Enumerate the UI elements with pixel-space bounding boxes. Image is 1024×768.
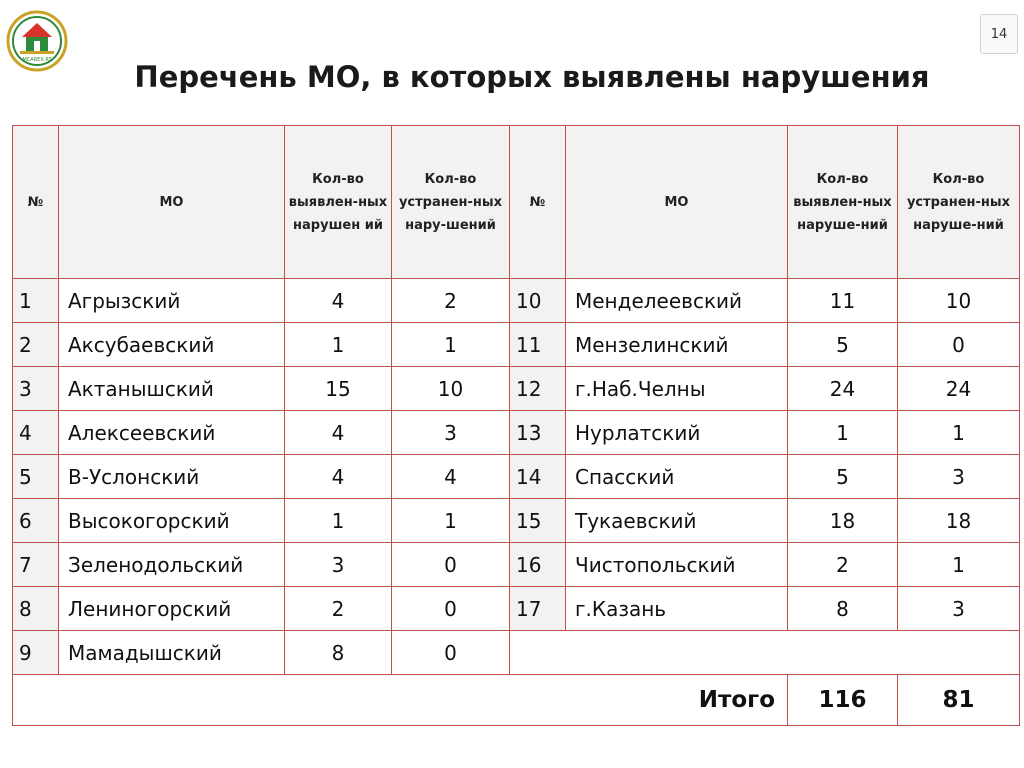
row-fixed-count: 10 — [392, 367, 510, 411]
row-fixed-count: 3 — [898, 587, 1020, 631]
row-mo-name: г.Казань — [566, 587, 788, 631]
table-row — [13, 455, 1020, 499]
header-num-right: № — [510, 126, 566, 279]
row-fixed-count: 10 — [898, 279, 1020, 323]
row-found-count: 5 — [788, 323, 898, 367]
table-row — [13, 543, 1020, 587]
row-found-count: 3 — [285, 543, 392, 587]
row-number: 2 — [13, 323, 59, 367]
row-mo-name: Тукаевский — [566, 499, 788, 543]
total-fixed: 81 — [898, 675, 1020, 726]
row-mo-name: Спасский — [566, 455, 788, 499]
row-mo-name: Мамадышский — [59, 631, 285, 675]
row-mo-name: Зеленодольский — [59, 543, 285, 587]
slide-title: Перечень МО, в которых выявлены нарушения — [134, 60, 930, 94]
row-found-count: 8 — [788, 587, 898, 631]
row-found-count: 11 — [788, 279, 898, 323]
row-found-count: 24 — [788, 367, 898, 411]
svg-text:MCAREX.RT: MCAREX.RT — [22, 57, 52, 63]
row-fixed-count: 1 — [392, 499, 510, 543]
row-number: 17 — [510, 587, 566, 631]
row-found-count: 1 — [285, 499, 392, 543]
row-mo-name: Аксубаевский — [59, 323, 285, 367]
row-number: 10 — [510, 279, 566, 323]
row-fixed-count: 1 — [898, 543, 1020, 587]
row-number: 11 — [510, 323, 566, 367]
row-mo-name: Мензелинский — [566, 323, 788, 367]
row-found-count: 8 — [285, 631, 392, 675]
row-fixed-count: 4 — [392, 455, 510, 499]
header-fixed-right: Кол-во устранен-ных наруше-ний — [898, 126, 1020, 279]
row-found-count: 1 — [285, 323, 392, 367]
row-found-count: 15 — [285, 367, 392, 411]
row-found-count: 4 — [285, 411, 392, 455]
header-mo-right: МО — [566, 126, 788, 279]
row-number: 5 — [13, 455, 59, 499]
header-found-left: Кол-во выявлен-ных нарушен ий — [285, 126, 392, 279]
row-number: 14 — [510, 455, 566, 499]
total-found: 116 — [788, 675, 898, 726]
row-number: 4 — [13, 411, 59, 455]
row-number: 13 — [510, 411, 566, 455]
row-found-count: 18 — [788, 499, 898, 543]
table-row — [13, 587, 1020, 631]
row-fixed-count: 18 — [898, 499, 1020, 543]
row-number: 7 — [13, 543, 59, 587]
row-mo-name: Лениногорский — [59, 587, 285, 631]
row-number: 8 — [13, 587, 59, 631]
header-found-right: Кол-во выявлен-ных наруше-ний — [788, 126, 898, 279]
row-mo-name: Чистопольский — [566, 543, 788, 587]
row-number: 6 — [13, 499, 59, 543]
row-found-count: 2 — [788, 543, 898, 587]
page-number: 14 — [980, 14, 1018, 54]
row-mo-name: г.Наб.Челны — [566, 367, 788, 411]
row-found-count: 5 — [788, 455, 898, 499]
row-mo-name: Высокогорский — [59, 499, 285, 543]
row-found-count: 4 — [285, 455, 392, 499]
row-mo-name: Актанышский — [59, 367, 285, 411]
row-number: 1 — [13, 279, 59, 323]
row-fixed-count: 3 — [392, 411, 510, 455]
row-mo-name: Нурлатский — [566, 411, 788, 455]
violations-table — [12, 125, 1020, 726]
row-number: 3 — [13, 367, 59, 411]
table-row — [13, 411, 1020, 455]
header-num: № — [13, 126, 59, 279]
table-row — [13, 279, 1020, 323]
row-fixed-count: 0 — [392, 631, 510, 675]
header-fixed-left: Кол-во устранен-ных нару-шений — [392, 126, 510, 279]
table-header-row — [13, 126, 1020, 279]
row-fixed-count: 1 — [392, 323, 510, 367]
table-row — [13, 323, 1020, 367]
row-found-count: 1 — [788, 411, 898, 455]
row-mo-name: В-Услонский — [59, 455, 285, 499]
header-mo: МО — [59, 126, 285, 279]
row-fixed-count: 24 — [898, 367, 1020, 411]
row-fixed-count: 2 — [392, 279, 510, 323]
row-found-count: 2 — [285, 587, 392, 631]
empty-cell — [510, 631, 1020, 675]
row-number: 15 — [510, 499, 566, 543]
row-number: 16 — [510, 543, 566, 587]
row-fixed-count: 0 — [898, 323, 1020, 367]
row-fixed-count: 3 — [898, 455, 1020, 499]
row-mo-name: Менделеевский — [566, 279, 788, 323]
row-fixed-count: 0 — [392, 543, 510, 587]
row-fixed-count: 1 — [898, 411, 1020, 455]
row-mo-name: Агрызский — [59, 279, 285, 323]
row-fixed-count: 0 — [392, 587, 510, 631]
row-mo-name: Алексеевский — [59, 411, 285, 455]
row-number: 9 — [13, 631, 59, 675]
total-label: Итого — [13, 675, 788, 726]
table-row — [13, 499, 1020, 543]
row-number: 12 — [510, 367, 566, 411]
table-row — [13, 631, 1020, 675]
total-row — [13, 675, 1020, 726]
table-row — [13, 367, 1020, 411]
row-found-count: 4 — [285, 279, 392, 323]
